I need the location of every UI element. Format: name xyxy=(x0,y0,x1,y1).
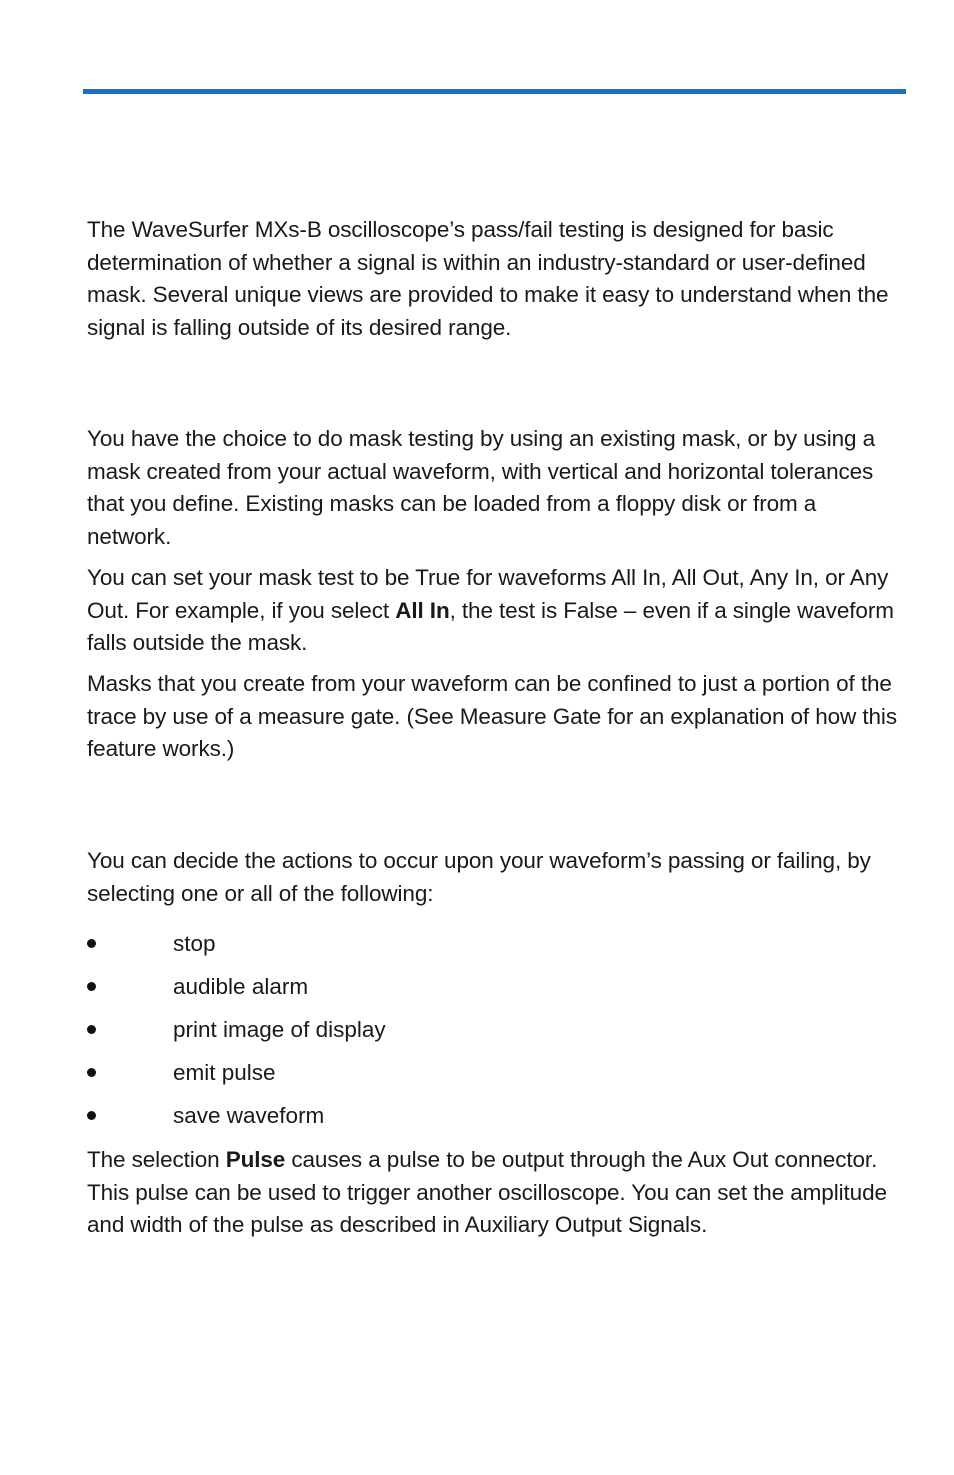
bullet-icon xyxy=(87,1025,96,1034)
list-item-label: audible alarm xyxy=(173,974,309,999)
bold-all-in: All In xyxy=(395,597,450,623)
list-item xyxy=(87,925,902,968)
list-item xyxy=(87,968,902,1011)
bullet-icon xyxy=(87,982,96,991)
list-item xyxy=(87,1054,902,1097)
bullet-icon xyxy=(87,939,96,948)
list-item xyxy=(87,1011,902,1054)
bullet-icon xyxy=(87,1068,96,1077)
list-item xyxy=(87,1097,902,1140)
mask-paragraph-measure-gate: Masks that you create from your waveform can be confined to just a portion of the trace by use of a measure gate. (See Measure Gate for an explanation of how this feature works.) xyxy=(87,671,897,761)
list-item-label: stop xyxy=(173,931,216,956)
list-item-label: save waveform xyxy=(173,1103,325,1128)
text-run: causes a pulse to be output through the Aux Out connector. This pulse can be used to trigger another oscilloscope. You can set the amplitude and width of the pulse as described in Auxiliary Output Signals. xyxy=(87,1147,887,1237)
intro-paragraph: The WaveSurfer MXs-B oscilloscope’s pass/fail testing is designed for basic determination of whether a signal is within an industry-standard or user-defined mask. Several unique views are provided to make it easy to understand when the signal is falling outside of its desired range. xyxy=(87,217,889,340)
mask-paragraph-true-conditions xyxy=(87,562,902,660)
actions-intro-paragraph: You can decide the actions to occur upon your waveform’s passing or failing, by selecting one or all of the following: xyxy=(87,848,871,906)
bullet-icon xyxy=(87,1111,96,1120)
text-run: You can set your mask test to be True for waveforms All In, All Out, Any In, or Any Out. For example, if you select xyxy=(87,565,889,623)
list-item-label: print image of display xyxy=(173,1017,386,1042)
mask-paragraph-existing: You have the choice to do mask testing by using an existing mask, or by using a mask created from your actual waveform, with vertical and horizontal tolerances that you define. Existing masks can be loaded from a floppy disk or from a network. xyxy=(87,426,875,549)
text-run: , the test is False – even if a single waveform falls outside the mask. xyxy=(87,597,894,655)
list-item-label: emit pulse xyxy=(173,1060,276,1085)
bold-pulse: Pulse xyxy=(225,1147,286,1172)
text-run: The selection xyxy=(87,1147,226,1172)
pulse-paragraph xyxy=(87,1144,902,1242)
header-rule xyxy=(83,89,906,94)
actions-list xyxy=(87,925,902,1140)
